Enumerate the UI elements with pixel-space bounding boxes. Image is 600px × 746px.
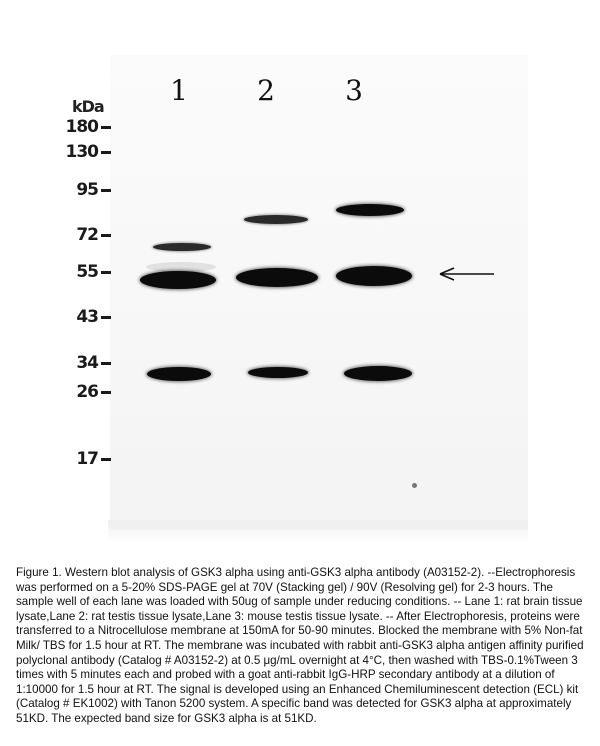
marker-26: 26 xyxy=(62,383,114,401)
band-lane1-upper xyxy=(153,243,211,251)
band-lane2-lower xyxy=(248,367,308,378)
marker-130: 130 xyxy=(62,143,114,161)
lane-label-1: 1 xyxy=(170,74,188,107)
marker-95: 95 xyxy=(62,181,114,199)
speck xyxy=(412,483,417,488)
marker-180: 180 xyxy=(62,118,114,136)
marker-34: 34 xyxy=(62,354,114,372)
figure-caption: Figure 1. Western blot analysis of GSK3 alpha using anti-GSK3 alpha antibody (A03152-2). --Electrophoresis was performed on a 5-20% SDS-PAGE gel at 70V (Stacking gel) / 90V (Resolving gel) for 2-3 hours. The sample well of each lane was loaded with 50ug of sample under reducing conditions. -- Lane 1: rat brain tissue lysate,Lane 2: rat testis tissue lysate,Lane 3: mouse testis tissue lysate. -- After Electrophoresis, proteins were transferred to a Nitrocellulose membrane at 150mA for 50-90 minutes. Blocked the membrane with 5% Non-fat Milk/ TBS for 1.5 hour at RT. The membrane was incubated with rabbit anti-GSK3 alpha antigen affinity purified polyclonal antibody (Catalog # A03152-2) at 0.5 μg/mL overnight at 4°C, then washed with TBS-0.1%Tween 3 times with 5 minutes each and probed with a goat anti-rabbit IgG-HRP secondary antibody at a dilution of 1:10000 for 1.5 hour at RT. The signal is developed using an Enhanced Chemiluminescent detection (ECL) kit (Catalog # EK1002) with Tanon 5200 system. A specific band was detected for GSK3 alpha at approximately 51KD. The expected band size for GSK3 alpha is at 51KD. xyxy=(16,566,584,725)
band-lane1-main xyxy=(140,271,216,289)
band-lane2-main xyxy=(236,268,318,287)
marker-17: 17 xyxy=(62,450,114,468)
kda-label: kDa xyxy=(72,97,104,116)
lane-label-3: 3 xyxy=(345,74,363,107)
membrane xyxy=(110,55,528,530)
arrow-left-icon xyxy=(438,266,496,282)
marker-72: 72 xyxy=(62,226,114,244)
band-lane1-lower xyxy=(147,367,211,381)
band-lane3-upper xyxy=(336,204,404,216)
band-lane3-main xyxy=(336,266,412,286)
band-lane2-upper xyxy=(244,215,308,224)
marker-43: 43 xyxy=(62,308,114,326)
band-lane3-lower xyxy=(344,366,412,381)
lane-label-2: 2 xyxy=(257,74,275,107)
marker-55: 55 xyxy=(62,263,114,281)
membrane-edge xyxy=(108,520,528,542)
